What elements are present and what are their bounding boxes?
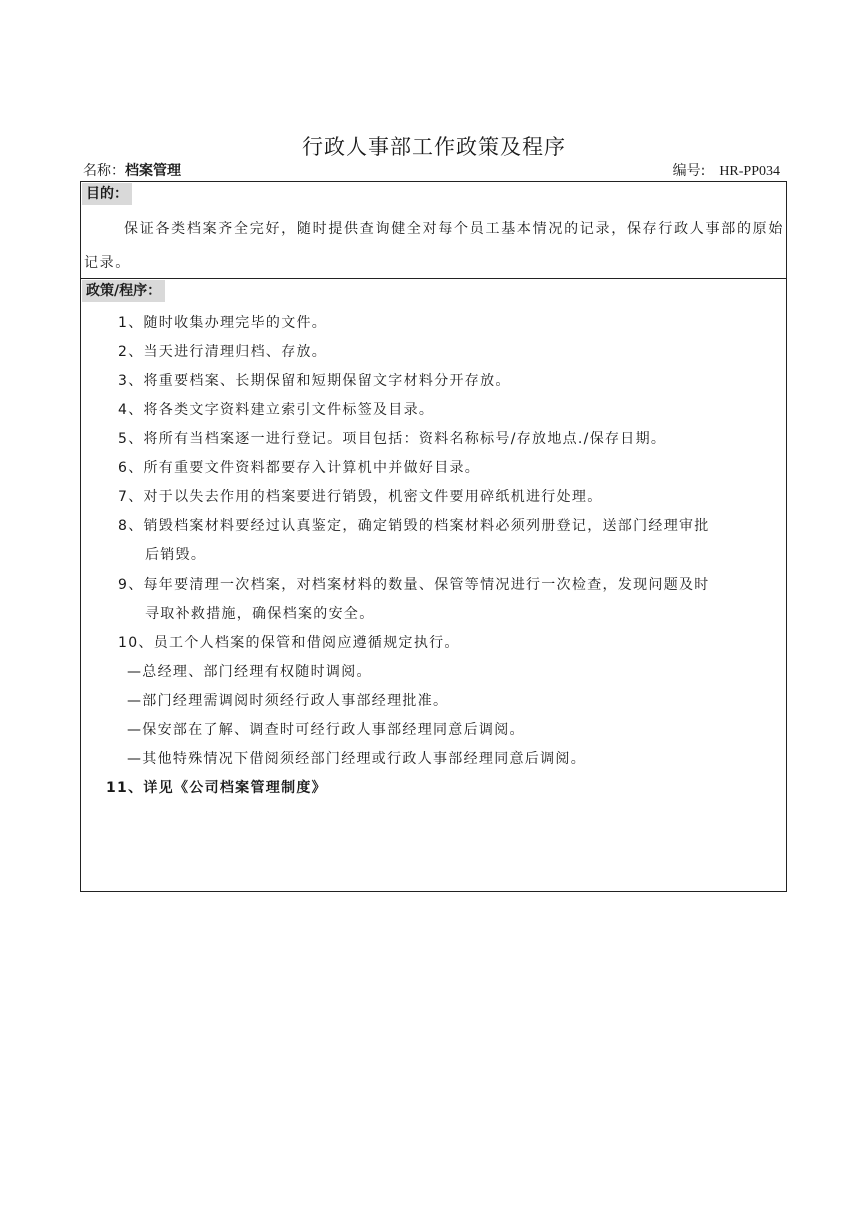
policy-item-1: 1、随时收集办理完毕的文件。 [118, 315, 328, 331]
policy-item-7: 7、对于以失去作用的档案要进行销毁，机密文件要用碎纸机进行处理。 [118, 489, 603, 505]
policy-item-5: 5、将所有当档案逐一进行登记。项目包括：资料名称标号/存放地点./保存日期。 [118, 431, 667, 447]
policy-item-2: 2、当天进行清理归档、存放。 [118, 344, 328, 360]
purpose-heading: 目的： [82, 183, 132, 205]
policy-item-3: 3、将重要档案、长期保留和短期保留文字材料分开存放。 [118, 373, 511, 389]
policy-subitem-3: —保安部在了解、调查时可经行政人事部经理同意后调阅。 [127, 722, 525, 738]
policy-subitem-2: —部门经理需调阅时须经行政人事部经理批准。 [127, 693, 449, 709]
policy-heading: 政策/程序： [82, 280, 165, 302]
code-value: HR-PP034 [719, 164, 780, 179]
policy-subitem-4: —其他特殊情况下借阅须经部门经理或行政人事部经理同意后调阅。 [127, 751, 586, 767]
policy-subitem-1: —总经理、部门经理有权随时调阅。 [127, 664, 372, 680]
document-name [83, 160, 181, 180]
policy-item-8: 8、销毁档案材料要经过认真鉴定，确定销毁的档案材料必须列册登记，送部门经理审批 [118, 518, 710, 534]
code-label: 编号: [672, 163, 706, 179]
purpose-text: 保证各类档案齐全完好，随时提供查询健全对每个员工基本情况的记录，保存行政人事部的原始记录。 [84, 221, 784, 271]
name-label: 名称： [83, 163, 125, 179]
name-value: 档案管理 [125, 163, 181, 179]
policy-item-11: 11、详见《公司档案管理制度》 [106, 780, 327, 796]
policy-item-6: 6、所有重要文件资料都要存入计算机中并做好目录。 [118, 460, 481, 476]
policy-item-4: 4、将各类文字资料建立索引文件标签及目录。 [118, 402, 435, 418]
document-title: 行政人事部工作政策及程序 [302, 135, 566, 159]
document-code [673, 160, 780, 180]
policy-item-9: 9、每年要清理一次档案，对档案材料的数量、保管等情况进行一次检查，发现问题及时 [118, 577, 710, 593]
policy-item-10: 10、员工个人档案的保管和借阅应遵循规定执行。 [118, 635, 460, 651]
policy-item-9-continued: 寻取补救措施，确保档案的安全。 [145, 606, 375, 622]
policy-item-8-continued: 后销毁。 [145, 547, 207, 563]
